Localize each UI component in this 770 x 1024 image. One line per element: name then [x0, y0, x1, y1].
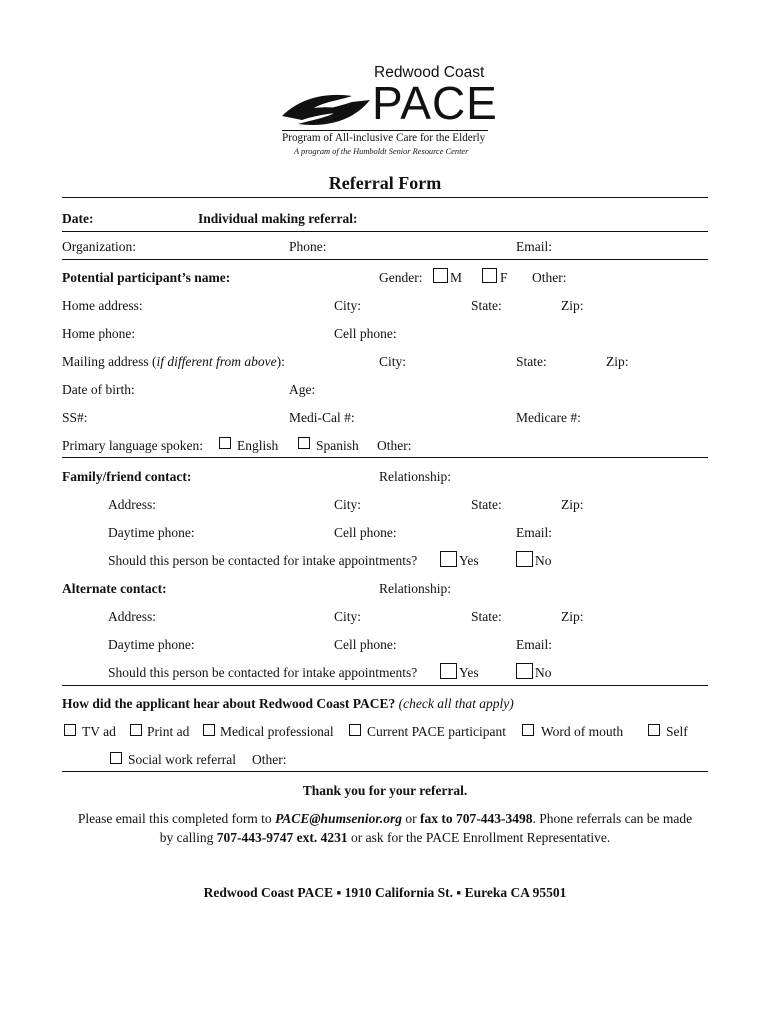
family-intake-question: Should this person be contacted for intake appointments? — [108, 553, 418, 568]
text: by calling — [159, 830, 217, 845]
social-work-label: Social work referral — [128, 752, 236, 767]
family-yes-label: Yes — [459, 553, 479, 568]
family-zip-label: Zip: — [561, 497, 584, 512]
alternate-zip-label: Zip: — [561, 609, 584, 624]
mailing-prefix: Mailing address ( — [62, 354, 157, 369]
text: or — [401, 811, 420, 826]
gender-label: Gender: — [379, 270, 423, 285]
alternate-intake-question: Should this person be contacted for intake appointments? — [108, 665, 418, 680]
divider — [62, 457, 708, 458]
instructions-line-2 — [0, 830, 770, 846]
alternate-no-checkbox[interactable] — [516, 663, 533, 679]
fax-number: fax to 707-443-3498 — [419, 811, 533, 826]
text: Please email this completed form to — [77, 811, 276, 826]
gender-m-checkbox[interactable] — [433, 268, 448, 283]
spanish-label: Spanish — [316, 438, 359, 453]
gender-m-label: M — [450, 270, 463, 285]
alternate-yes-label: Yes — [459, 665, 479, 680]
gender-f-checkbox[interactable] — [482, 268, 497, 283]
family-cell-label: Cell phone: — [334, 525, 397, 540]
age-label: Age: — [289, 382, 316, 397]
participant-name-label: Potential participant’s name: — [62, 270, 231, 285]
organization-label: Organization: — [62, 239, 136, 254]
divider — [62, 771, 708, 772]
thanks-text: Thank you for your referral. — [302, 783, 468, 798]
state-label: State: — [471, 298, 502, 313]
date-label: Date: — [62, 211, 94, 226]
current-participant-checkbox[interactable] — [349, 724, 361, 736]
divider — [62, 197, 708, 198]
print-ad-checkbox[interactable] — [130, 724, 142, 736]
self-checkbox[interactable] — [648, 724, 660, 736]
social-work-checkbox[interactable] — [110, 752, 122, 764]
alternate-relationship-label: Relationship: — [379, 581, 451, 596]
email-label: Email: — [516, 239, 552, 254]
ss-label: SS#: — [62, 410, 88, 425]
alternate-yes-checkbox[interactable] — [440, 663, 457, 679]
tv-ad-label: TV ad — [82, 724, 116, 739]
medical-professional-checkbox[interactable] — [203, 724, 215, 736]
organization-address: Redwood Coast PACE ▪ 1910 California St. ▪ Eureka CA 95501 — [203, 885, 567, 900]
medical-label: Medi-Cal #: — [289, 410, 355, 425]
english-label: English — [237, 438, 279, 453]
mailing-state-label: State: — [516, 354, 547, 369]
family-relationship-label: Relationship: — [379, 469, 451, 484]
family-city-label: City: — [334, 497, 362, 512]
phone-number: 707-443-9747 ext. 4231 — [216, 830, 348, 845]
mailing-address-label — [62, 354, 285, 370]
tv-ad-checkbox[interactable] — [64, 724, 76, 736]
phone-label: Phone: — [289, 239, 327, 254]
english-checkbox[interactable] — [219, 437, 231, 449]
logo-subtitle-2: A program of the Humboldt Senior Resource Center — [294, 147, 469, 156]
email-address: PACE@humsenior.org — [275, 811, 402, 826]
family-address-label: Address: — [108, 497, 156, 512]
gender-f-label: F — [500, 270, 508, 285]
family-daytime-label: Daytime phone: — [108, 525, 195, 540]
logo-rule — [282, 130, 488, 131]
mailing-city-label: City: — [379, 354, 407, 369]
city-label: City: — [334, 298, 362, 313]
word-of-mouth-label: Word of mouth — [541, 724, 624, 739]
hear-question-text: How did the applicant hear about Redwood Coast PACE? — [62, 696, 396, 711]
logo-subtitle: Program of All-inclusive Care for the Elderly — [282, 132, 486, 144]
hear-about-question — [62, 696, 514, 712]
medicare-label: Medicare #: — [516, 410, 581, 425]
language-label: Primary language spoken: — [62, 438, 203, 453]
cell-phone-label: Cell phone: — [334, 326, 397, 341]
word-of-mouth-checkbox[interactable] — [522, 724, 534, 736]
instructions-line-1 — [0, 811, 770, 827]
mailing-italic: if different from above — [156, 354, 277, 369]
self-label: Self — [666, 724, 688, 739]
alternate-contact-label: Alternate contact: — [62, 581, 167, 596]
family-contact-label: Family/friend contact: — [62, 469, 192, 484]
home-phone-label: Home phone: — [62, 326, 136, 341]
hear-other-label: Other: — [252, 752, 287, 767]
hands-logo-icon — [280, 86, 372, 132]
divider — [62, 259, 708, 260]
divider — [62, 685, 708, 686]
alternate-no-label: No — [535, 665, 552, 680]
mailing-suffix: ): — [276, 354, 285, 369]
family-state-label: State: — [471, 497, 502, 512]
medical-professional-label: Medical professional — [220, 724, 334, 739]
family-yes-checkbox[interactable] — [440, 551, 457, 567]
divider — [62, 231, 708, 232]
alternate-city-label: City: — [334, 609, 362, 624]
dob-label: Date of birth: — [62, 382, 135, 397]
mailing-zip-label: Zip: — [606, 354, 629, 369]
home-address-label: Home address: — [62, 298, 143, 313]
alternate-state-label: State: — [471, 609, 502, 624]
current-participant-label: Current PACE participant — [367, 724, 506, 739]
alternate-email-label: Email: — [516, 637, 552, 652]
language-other-label: Other: — [377, 438, 412, 453]
page-title: Referral Form — [328, 173, 442, 193]
gender-other-label: Other: — [532, 270, 567, 285]
alternate-daytime-label: Daytime phone: — [108, 637, 195, 652]
spanish-checkbox[interactable] — [298, 437, 310, 449]
text: . Phone referrals can be made — [532, 811, 693, 826]
logo-top-text: Redwood Coast — [374, 64, 485, 81]
alternate-cell-label: Cell phone: — [334, 637, 397, 652]
alternate-address-label: Address: — [108, 609, 156, 624]
hear-note: (check all that apply) — [398, 696, 514, 711]
individual-referral-label: Individual making referral: — [198, 211, 358, 226]
zip-label: Zip: — [561, 298, 584, 313]
print-ad-label: Print ad — [147, 724, 190, 739]
family-no-checkbox[interactable] — [516, 551, 533, 567]
logo-pace-text: PACE — [372, 77, 498, 129]
text: or ask for the PACE Enrollment Representative. — [347, 830, 611, 845]
family-no-label: No — [535, 553, 552, 568]
family-email-label: Email: — [516, 525, 552, 540]
